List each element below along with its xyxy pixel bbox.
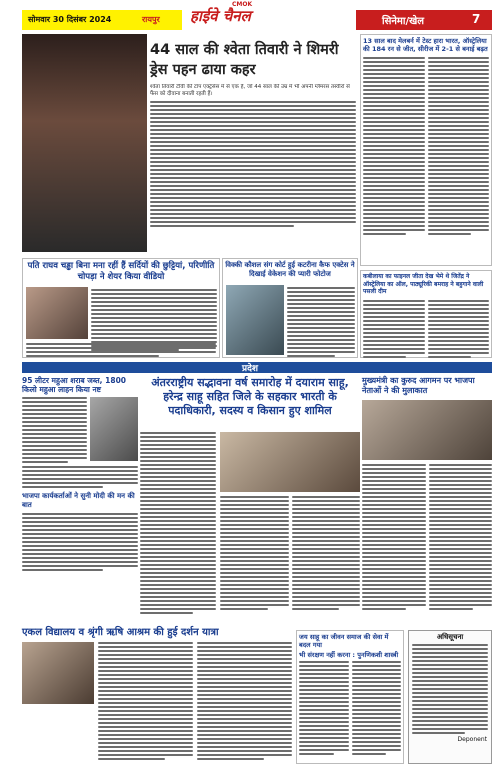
left-col-headline-2: भाजपा कार्यकर्ताओं ने सुनी मोदी की मन की बात bbox=[22, 492, 135, 509]
notice-title: अधिसूचना bbox=[436, 633, 464, 641]
page-number: 7 bbox=[472, 12, 481, 26]
pradesh-bar bbox=[22, 362, 492, 373]
mid-story-headline: विक्की कौशल संग कोर्ट हुई कटरीना कैफ एक्टेस ने दिखाई वेकेशन की प्यारी फोटोज bbox=[225, 261, 355, 278]
lead-body-text: श्वेता तिवारी टीवी की टॉप एक्ट्रेसेस में से एक हैं, जो 44 साल की उम्र में भी अपनी ग्लैमरस तस्वीरों से फैंस को दीवाना बनाती रहती हैं। bbox=[150, 84, 350, 97]
small-story bbox=[296, 630, 404, 764]
mid-story bbox=[222, 258, 358, 358]
pradesh-lead-photo bbox=[220, 432, 360, 492]
mid-story-photo bbox=[226, 285, 284, 355]
lead-headline: 44 साल की श्वेता तिवारी ने शिमरी ड्रेस पहन ढाया कहर bbox=[150, 42, 339, 78]
small-story-headline-2: भी संरक्षण नहीं करना : पुनणिकशी शास्त्री bbox=[299, 651, 399, 659]
masthead-date-strip bbox=[22, 10, 182, 30]
cm-story-headline: मुख्यमंत्री का कुरुद आगमन पर भाजपा नेताओं ने की मुलाकात bbox=[362, 376, 475, 395]
left-col-photo bbox=[90, 397, 138, 461]
right-mid-headline: कबीलाया का फाइनल जीता देख भेमे थे जितेंद्र ने ऑस्ट्रेलिया का ऑल, पाठ्यूरिकी बमराह ने बहुगाने वाली पसली दीम bbox=[363, 273, 484, 295]
lead-body bbox=[150, 84, 356, 252]
cm-story-photo bbox=[362, 400, 492, 460]
pradesh-label: प्रदेश bbox=[242, 364, 259, 374]
lead-photo bbox=[22, 34, 147, 252]
ekal-photo bbox=[22, 642, 94, 704]
notice-box bbox=[408, 630, 492, 764]
right-top-story bbox=[360, 34, 492, 266]
issue-date: सोमवार 30 दिसंबर 2024 bbox=[28, 15, 112, 24]
left-col-headline-1: 95 लीटर महुआ शराब जब्त, 1800 किलो महुआ लाहन किया नष्ट bbox=[22, 376, 127, 394]
city-name: रायपुर bbox=[142, 15, 160, 24]
pradesh-lead-headline: अंतरराष्ट्रीय सद्भावना वर्ष समारोह में दयाराम साहू, हरेन्द्र साहू सहित जिले के सहकार भारती के पदाधिकारी, सदस्य व किसान हुए शामिल bbox=[151, 376, 349, 417]
section-strip bbox=[356, 10, 492, 30]
right-mid-story bbox=[360, 270, 492, 358]
ekal-body bbox=[22, 642, 292, 764]
left-column bbox=[22, 376, 138, 626]
section-name: सिनेमा/खेल bbox=[382, 16, 425, 27]
right-top-headline: 13 साल बाद मेलबर्न में टेस्ट हारा भारत, ऑस्ट्रेलिया की 184 रन से जीत, सीरीज में 2-1 से बनाई बढ़त bbox=[363, 37, 488, 53]
small-story-headline: जय साहू का जीवन समाज की सेवा में बदल गया bbox=[299, 633, 389, 649]
top-logo: CMOK bbox=[232, 1, 253, 8]
cm-story bbox=[362, 376, 492, 626]
ekal-headline: एकल विद्यालय व श्रृंगी ऋषि आश्रम की हुई दर्शन यात्रा bbox=[22, 627, 219, 638]
ekal-headline-wrap bbox=[22, 626, 292, 640]
paper-name: हाईवे चैनल bbox=[190, 7, 251, 25]
left-story-photo bbox=[26, 287, 88, 339]
left-story bbox=[22, 258, 220, 358]
pradesh-lead bbox=[140, 376, 360, 626]
left-story-headline: पति राघव चड्ढा बिना मना रहीं हैं सर्दियों की छुट्टियां, परिणीति चोपड़ा ने शेयर किया वीडियो bbox=[27, 261, 215, 282]
notice-deponent: Deponent bbox=[457, 736, 487, 743]
